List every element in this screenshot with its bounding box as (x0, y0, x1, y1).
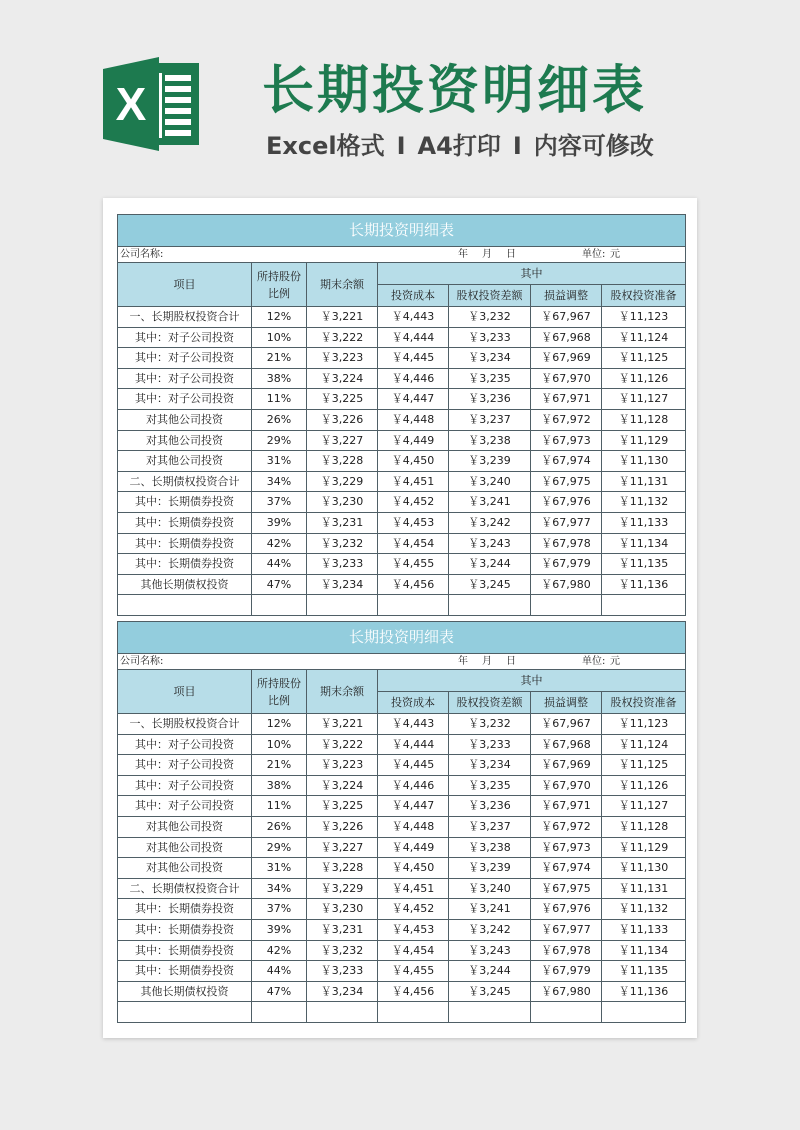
subtitle-print: A4打印 (417, 132, 501, 160)
empty-cell (449, 1002, 531, 1023)
cell-pl-adjust: ￥67,979 (531, 961, 602, 982)
cell-cost: ￥4,454 (378, 940, 449, 961)
cell-item: 对其他公司投资 (118, 837, 252, 858)
col-header-item: 项目 (118, 670, 252, 714)
unit-value: 元 (610, 656, 620, 667)
table-row (118, 981, 686, 1002)
cell-balance: ￥3,231 (307, 919, 378, 940)
cell-cost: ￥4,443 (378, 307, 449, 328)
cell-pl-adjust: ￥67,967 (531, 714, 602, 735)
cell-item: 二、长期债权投资合计 (118, 471, 252, 492)
cell-pl-adjust: ￥67,968 (531, 327, 602, 348)
cell-ratio: 21% (252, 348, 307, 369)
cell-balance: ￥3,231 (307, 512, 378, 533)
col-header-cost: 投资成本 (378, 692, 449, 714)
cell-ratio: 26% (252, 816, 307, 837)
cell-ratio: 42% (252, 940, 307, 961)
cell-equity-diff: ￥3,233 (449, 734, 531, 755)
empty-cell (602, 595, 686, 616)
cell-equity-diff: ￥3,240 (449, 878, 531, 899)
cell-pl-adjust: ￥67,979 (531, 554, 602, 575)
col-header-reserve: 股权投资准备 (602, 692, 686, 714)
cell-cost: ￥4,453 (378, 919, 449, 940)
cell-equity-diff: ￥3,244 (449, 554, 531, 575)
cell-pl-adjust: ￥67,972 (531, 816, 602, 837)
cell-cost: ￥4,451 (378, 471, 449, 492)
cell-reserve: ￥11,127 (602, 796, 686, 817)
cell-item: 对其他公司投资 (118, 816, 252, 837)
cell-reserve: ￥11,126 (602, 368, 686, 389)
cell-reserve: ￥11,133 (602, 512, 686, 533)
cell-cost: ￥4,450 (378, 858, 449, 879)
table-row (118, 471, 686, 492)
col-header-reserve: 股权投资准备 (602, 285, 686, 307)
cell-pl-adjust: ￥67,975 (531, 878, 602, 899)
cell-ratio: 37% (252, 899, 307, 920)
col-header-equity-diff: 股权投资差额 (449, 692, 531, 714)
cell-balance: ￥3,228 (307, 858, 378, 879)
cell-pl-adjust: ￥67,969 (531, 755, 602, 776)
cell-pl-adjust: ￥67,978 (531, 533, 602, 554)
cell-item: 其中：对子公司投资 (118, 348, 252, 369)
cell-balance: ￥3,230 (307, 492, 378, 513)
cell-item: 其中：长期债券投资 (118, 940, 252, 961)
cell-equity-diff: ￥3,243 (449, 533, 531, 554)
col-header-equity-diff: 股权投资差额 (449, 285, 531, 307)
cell-equity-diff: ￥3,235 (449, 775, 531, 796)
cell-ratio: 12% (252, 714, 307, 735)
cell-ratio: 37% (252, 492, 307, 513)
cell-ratio: 29% (252, 837, 307, 858)
empty-cell (118, 595, 252, 616)
col-header-group: 其中 (378, 263, 686, 285)
cell-equity-diff: ￥3,239 (449, 858, 531, 879)
empty-cell (307, 595, 378, 616)
day-label: 日 (506, 249, 516, 260)
cell-cost: ￥4,455 (378, 554, 449, 575)
cell-ratio: 10% (252, 734, 307, 755)
cell-balance: ￥3,233 (307, 554, 378, 575)
table-title: 长期投资明细表 (118, 622, 686, 654)
cell-cost: ￥4,454 (378, 533, 449, 554)
cell-cost: ￥4,446 (378, 368, 449, 389)
cell-cost: ￥4,443 (378, 714, 449, 735)
cell-pl-adjust: ￥67,969 (531, 348, 602, 369)
cell-pl-adjust: ￥67,972 (531, 409, 602, 430)
table-row (118, 796, 686, 817)
col-header-ratio: 所持股份比例 (252, 263, 307, 307)
cell-reserve: ￥11,131 (602, 471, 686, 492)
cell-item: 其中：对子公司投资 (118, 368, 252, 389)
document-page (103, 198, 697, 1038)
cell-cost: ￥4,451 (378, 878, 449, 899)
table-info-row (118, 654, 686, 670)
cell-balance: ￥3,229 (307, 878, 378, 899)
cell-equity-diff: ￥3,240 (449, 471, 531, 492)
cell-cost: ￥4,445 (378, 755, 449, 776)
unit-label: 单位: (582, 249, 606, 260)
cell-reserve: ￥11,133 (602, 919, 686, 940)
cell-reserve: ￥11,123 (602, 307, 686, 328)
cell-balance: ￥3,226 (307, 409, 378, 430)
month-label: 月 (482, 656, 492, 667)
table-row (118, 714, 686, 735)
empty-cell (449, 595, 531, 616)
col-header-pl-adjust: 损益调整 (531, 285, 602, 307)
empty-cell (252, 1002, 307, 1023)
table-row (118, 389, 686, 410)
cell-ratio: 44% (252, 554, 307, 575)
empty-cell (252, 595, 307, 616)
table-row (118, 878, 686, 899)
cell-cost: ￥4,446 (378, 775, 449, 796)
cell-item: 二、长期债权投资合计 (118, 878, 252, 899)
cell-pl-adjust: ￥67,980 (531, 574, 602, 595)
cell-balance: ￥3,229 (307, 471, 378, 492)
col-header-cost: 投资成本 (378, 285, 449, 307)
table-title: 长期投资明细表 (118, 215, 686, 247)
cell-equity-diff: ￥3,239 (449, 451, 531, 472)
cell-item: 其中：长期债券投资 (118, 961, 252, 982)
page-header (0, 0, 800, 200)
cell-pl-adjust: ￥67,967 (531, 307, 602, 328)
cell-item: 其中：长期债券投资 (118, 492, 252, 513)
company-label: 公司名称: (120, 249, 164, 260)
cell-cost: ￥4,444 (378, 734, 449, 755)
investment-table (117, 621, 686, 1023)
cell-reserve: ￥11,130 (602, 858, 686, 879)
cell-pl-adjust: ￥67,980 (531, 981, 602, 1002)
cell-cost: ￥4,452 (378, 492, 449, 513)
cell-balance: ￥3,230 (307, 899, 378, 920)
cell-item: 其他长期债权投资 (118, 981, 252, 1002)
excel-logo-icon (103, 55, 203, 153)
col-header-ratio: 所持股份比例 (252, 670, 307, 714)
cell-item: 其中：长期债券投资 (118, 533, 252, 554)
cell-ratio: 34% (252, 471, 307, 492)
cell-item: 对其他公司投资 (118, 858, 252, 879)
cell-balance: ￥3,227 (307, 430, 378, 451)
cell-pl-adjust: ￥67,971 (531, 796, 602, 817)
cell-ratio: 26% (252, 409, 307, 430)
table-row (118, 940, 686, 961)
cell-equity-diff: ￥3,243 (449, 940, 531, 961)
cell-cost: ￥4,444 (378, 327, 449, 348)
cell-item: 其中：对子公司投资 (118, 734, 252, 755)
cell-balance: ￥3,222 (307, 327, 378, 348)
unit-label: 单位: (582, 656, 606, 667)
table-row (118, 430, 686, 451)
cell-reserve: ￥11,124 (602, 327, 686, 348)
cell-ratio: 29% (252, 430, 307, 451)
col-header-pl-adjust: 损益调整 (531, 692, 602, 714)
cell-cost: ￥4,456 (378, 574, 449, 595)
cell-balance: ￥3,221 (307, 307, 378, 328)
col-header-group: 其中 (378, 670, 686, 692)
cell-item: 一、长期股权投资合计 (118, 714, 252, 735)
cell-balance: ￥3,223 (307, 348, 378, 369)
cell-reserve: ￥11,135 (602, 554, 686, 575)
cell-reserve: ￥11,131 (602, 878, 686, 899)
cell-reserve: ￥11,136 (602, 574, 686, 595)
cell-ratio: 44% (252, 961, 307, 982)
cell-ratio: 31% (252, 451, 307, 472)
cell-pl-adjust: ￥67,971 (531, 389, 602, 410)
cell-cost: ￥4,449 (378, 430, 449, 451)
cell-item: 其他长期债权投资 (118, 574, 252, 595)
cell-pl-adjust: ￥67,973 (531, 837, 602, 858)
cell-reserve: ￥11,128 (602, 409, 686, 430)
table-info-row (118, 247, 686, 263)
cell-equity-diff: ￥3,232 (449, 714, 531, 735)
subtitle-separator: I (396, 132, 406, 160)
subtitle-editable: 内容可修改 (533, 132, 654, 160)
cell-item: 对其他公司投资 (118, 430, 252, 451)
table-row (118, 858, 686, 879)
cell-balance: ￥3,232 (307, 940, 378, 961)
cell-reserve: ￥11,134 (602, 940, 686, 961)
cell-item: 其中：长期债券投资 (118, 512, 252, 533)
company-label: 公司名称: (120, 656, 164, 667)
cell-balance: ￥3,225 (307, 389, 378, 410)
cell-equity-diff: ￥3,238 (449, 837, 531, 858)
cell-cost: ￥4,448 (378, 409, 449, 430)
cell-pl-adjust: ￥67,977 (531, 919, 602, 940)
cell-cost: ￥4,445 (378, 348, 449, 369)
table-row (118, 451, 686, 472)
cell-equity-diff: ￥3,241 (449, 899, 531, 920)
cell-balance: ￥3,234 (307, 981, 378, 1002)
cell-ratio: 39% (252, 919, 307, 940)
cell-item: 其中：对子公司投资 (118, 755, 252, 776)
cell-ratio: 42% (252, 533, 307, 554)
cell-cost: ￥4,452 (378, 899, 449, 920)
empty-cell (378, 1002, 449, 1023)
table-row (118, 816, 686, 837)
col-header-balance: 期末余额 (307, 670, 378, 714)
cell-equity-diff: ￥3,245 (449, 574, 531, 595)
cell-item: 其中：对子公司投资 (118, 796, 252, 817)
cell-balance: ￥3,224 (307, 775, 378, 796)
table-row (118, 574, 686, 595)
cell-reserve: ￥11,126 (602, 775, 686, 796)
cell-ratio: 34% (252, 878, 307, 899)
cell-item: 其中：长期债券投资 (118, 919, 252, 940)
cell-equity-diff: ￥3,242 (449, 512, 531, 533)
cell-ratio: 12% (252, 307, 307, 328)
cell-balance: ￥3,232 (307, 533, 378, 554)
cell-reserve: ￥11,127 (602, 389, 686, 410)
cell-ratio: 21% (252, 755, 307, 776)
cell-ratio: 47% (252, 574, 307, 595)
unit-value: 元 (610, 249, 620, 260)
logo-letter: X (115, 78, 147, 130)
table-row (118, 533, 686, 554)
table-row (118, 734, 686, 755)
cell-pl-adjust: ￥67,974 (531, 858, 602, 879)
cell-equity-diff: ￥3,236 (449, 389, 531, 410)
cell-item: 其中：对子公司投资 (118, 775, 252, 796)
cell-equity-diff: ￥3,245 (449, 981, 531, 1002)
cell-reserve: ￥11,123 (602, 714, 686, 735)
cell-ratio: 10% (252, 327, 307, 348)
month-label: 月 (482, 249, 492, 260)
table-row (118, 492, 686, 513)
col-header-item: 项目 (118, 263, 252, 307)
cell-item: 其中：对子公司投资 (118, 327, 252, 348)
table-empty-row (118, 1002, 686, 1023)
cell-equity-diff: ￥3,236 (449, 796, 531, 817)
cell-balance: ￥3,233 (307, 961, 378, 982)
cell-cost: ￥4,449 (378, 837, 449, 858)
cell-pl-adjust: ￥67,970 (531, 368, 602, 389)
cell-pl-adjust: ￥67,970 (531, 775, 602, 796)
empty-cell (118, 1002, 252, 1023)
cell-ratio: 39% (252, 512, 307, 533)
cell-pl-adjust: ￥67,975 (531, 471, 602, 492)
cell-balance: ￥3,226 (307, 816, 378, 837)
cell-reserve: ￥11,125 (602, 755, 686, 776)
cell-pl-adjust: ￥67,978 (531, 940, 602, 961)
cell-balance: ￥3,227 (307, 837, 378, 858)
cell-reserve: ￥11,132 (602, 899, 686, 920)
cell-cost: ￥4,448 (378, 816, 449, 837)
cell-pl-adjust: ￥67,974 (531, 451, 602, 472)
cell-item: 其中：对子公司投资 (118, 389, 252, 410)
investment-table (117, 214, 686, 616)
cell-ratio: 47% (252, 981, 307, 1002)
cell-pl-adjust: ￥67,973 (531, 430, 602, 451)
cell-balance: ￥3,225 (307, 796, 378, 817)
table-row (118, 327, 686, 348)
cell-item: 其中：长期债券投资 (118, 899, 252, 920)
col-header-balance: 期末余额 (307, 263, 378, 307)
table-row (118, 409, 686, 430)
cell-item: 一、长期股权投资合计 (118, 307, 252, 328)
cell-ratio: 11% (252, 796, 307, 817)
cell-pl-adjust: ￥67,976 (531, 899, 602, 920)
cell-reserve: ￥11,135 (602, 961, 686, 982)
empty-cell (531, 595, 602, 616)
cell-item: 其中：长期债券投资 (118, 554, 252, 575)
page-title: 长期投资明细表 (262, 61, 648, 121)
table-row (118, 837, 686, 858)
table-empty-row (118, 595, 686, 616)
empty-cell (602, 1002, 686, 1023)
cell-ratio: 11% (252, 389, 307, 410)
empty-cell (531, 1002, 602, 1023)
cell-reserve: ￥11,130 (602, 451, 686, 472)
cell-equity-diff: ￥3,244 (449, 961, 531, 982)
empty-cell (307, 1002, 378, 1023)
table-row (118, 961, 686, 982)
cell-equity-diff: ￥3,232 (449, 307, 531, 328)
page-subtitle (266, 126, 654, 161)
cell-cost: ￥4,453 (378, 512, 449, 533)
empty-cell (378, 595, 449, 616)
cell-cost: ￥4,456 (378, 981, 449, 1002)
cell-equity-diff: ￥3,238 (449, 430, 531, 451)
cell-equity-diff: ￥3,237 (449, 409, 531, 430)
cell-equity-diff: ￥3,234 (449, 755, 531, 776)
year-label: 年 (458, 656, 468, 667)
cell-equity-diff: ￥3,235 (449, 368, 531, 389)
cell-ratio: 38% (252, 775, 307, 796)
cell-reserve: ￥11,129 (602, 837, 686, 858)
cell-equity-diff: ￥3,233 (449, 327, 531, 348)
cell-ratio: 38% (252, 368, 307, 389)
cell-pl-adjust: ￥67,976 (531, 492, 602, 513)
cell-reserve: ￥11,124 (602, 734, 686, 755)
cell-pl-adjust: ￥67,968 (531, 734, 602, 755)
cell-item: 对其他公司投资 (118, 409, 252, 430)
subtitle-separator: I (512, 132, 522, 160)
day-label: 日 (506, 656, 516, 667)
cell-item: 对其他公司投资 (118, 451, 252, 472)
cell-cost: ￥4,455 (378, 961, 449, 982)
cell-cost: ￥4,450 (378, 451, 449, 472)
cell-cost: ￥4,447 (378, 389, 449, 410)
table-row (118, 554, 686, 575)
table-row (118, 512, 686, 533)
cell-balance: ￥3,224 (307, 368, 378, 389)
cell-reserve: ￥11,136 (602, 981, 686, 1002)
cell-balance: ￥3,223 (307, 755, 378, 776)
cell-balance: ￥3,234 (307, 574, 378, 595)
cell-reserve: ￥11,129 (602, 430, 686, 451)
table-row (118, 348, 686, 369)
cell-balance: ￥3,221 (307, 714, 378, 735)
table-row (118, 775, 686, 796)
table-row (118, 919, 686, 940)
cell-equity-diff: ￥3,237 (449, 816, 531, 837)
table-row (118, 899, 686, 920)
cell-reserve: ￥11,125 (602, 348, 686, 369)
table-row (118, 307, 686, 328)
cell-reserve: ￥11,128 (602, 816, 686, 837)
cell-equity-diff: ￥3,242 (449, 919, 531, 940)
cell-cost: ￥4,447 (378, 796, 449, 817)
cell-reserve: ￥11,132 (602, 492, 686, 513)
cell-equity-diff: ￥3,234 (449, 348, 531, 369)
cell-balance: ￥3,228 (307, 451, 378, 472)
cell-ratio: 31% (252, 858, 307, 879)
table-row (118, 368, 686, 389)
cell-equity-diff: ￥3,241 (449, 492, 531, 513)
cell-pl-adjust: ￥67,977 (531, 512, 602, 533)
year-label: 年 (458, 249, 468, 260)
subtitle-format: Excel格式 (266, 132, 385, 160)
cell-balance: ￥3,222 (307, 734, 378, 755)
table-row (118, 755, 686, 776)
cell-reserve: ￥11,134 (602, 533, 686, 554)
